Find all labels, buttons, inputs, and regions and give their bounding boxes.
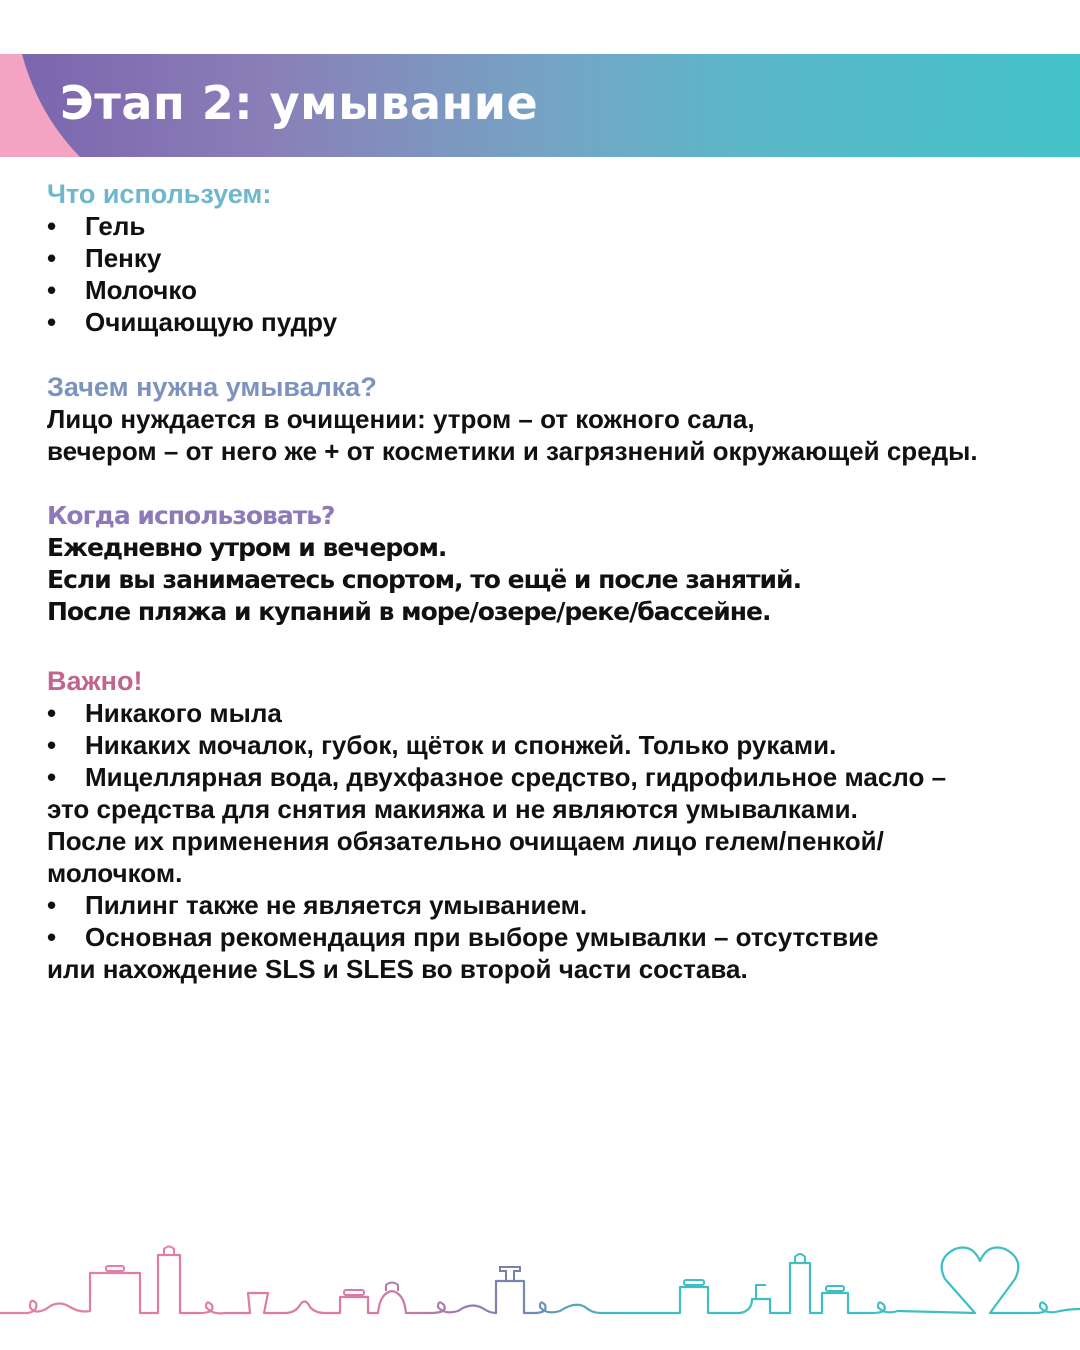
list-item: • Мицеллярная вода, двухфазное средство, гидрофильное масло –: [47, 762, 947, 792]
list-item: • Пилинг также не является умыванием.: [47, 890, 588, 920]
list-item: • Гель: [47, 211, 146, 241]
paragraph-line: или нахождение SLS и SLES во второй части состава.: [47, 954, 748, 984]
section-title: Зачем нужна умывалка?: [47, 372, 377, 402]
page-title: Этап 2: умывание: [60, 76, 539, 130]
paragraph-line: Ежедневно утром и вечером.: [47, 533, 447, 562]
section-why: [47, 371, 1067, 467]
section-what: [47, 178, 1067, 338]
paragraph-line: это средства для снятия макияжа и не являются умывалками.: [47, 794, 858, 824]
section-important: [47, 665, 1067, 985]
paragraph-line: После пляжа и купаний в море/озере/реке/бассейне.: [47, 597, 771, 626]
paragraph-line: вечером – от него же + от косметики и загрязнений окружающей среды.: [47, 436, 978, 466]
list-item: • Пенку: [47, 243, 162, 273]
list-item: • Никаких мочалок, губок, щёток и спонжей. Только руками.: [47, 730, 837, 760]
cosmetics-line-art-icon: [0, 1235, 1080, 1325]
paragraph-line: Лицо нуждается в очищении: утром – от кожного сала,: [47, 404, 755, 434]
list-item: • Никакого мыла: [47, 698, 282, 728]
list-item: • Очищающую пудру: [47, 307, 338, 337]
list-item: • Основная рекомендация при выборе умывалки – отсутствие: [47, 922, 879, 952]
list-item: • Молочко: [47, 275, 197, 305]
section-title: Когда использовать?: [47, 501, 335, 530]
section-title: Что используем:: [47, 179, 272, 209]
content: [47, 178, 1067, 985]
header-banner: [0, 54, 1080, 157]
paragraph-line: Если вы занимаетесь спортом, то ещё и после занятий.: [47, 565, 802, 594]
paragraph-line: молочком.: [47, 858, 183, 888]
paragraph-line: После их применения обязательно очищаем лицо гелем/пенкой/: [47, 826, 884, 856]
section-when: [47, 500, 1067, 628]
section-title: Важно!: [47, 666, 143, 696]
